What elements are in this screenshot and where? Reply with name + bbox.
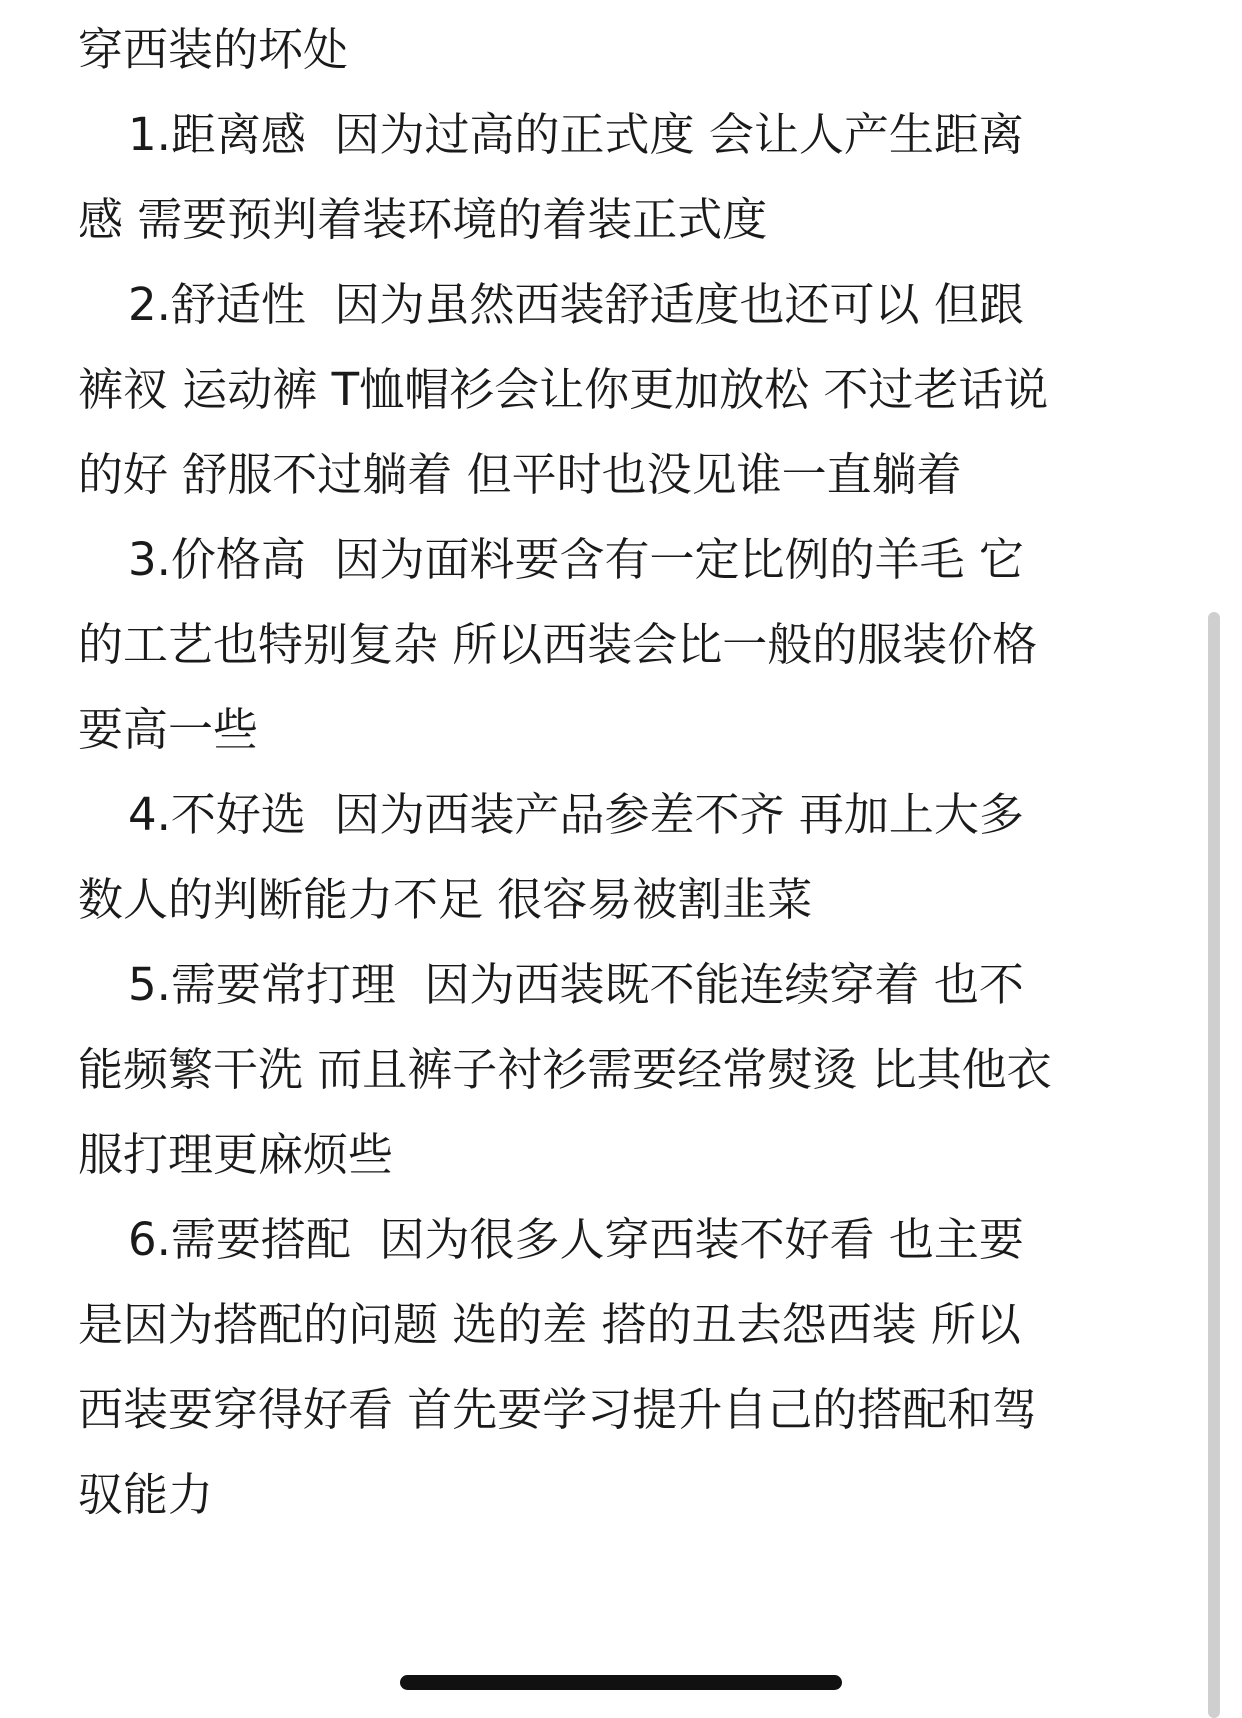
- article-line: 的工艺也特别复杂 所以西装会比一般的服装价格: [78, 618, 1038, 671]
- article-line: 5.需要常打理 因为西装既不能连续穿着 也不: [128, 958, 1024, 1011]
- article-title: 穿西装的坏处: [78, 23, 349, 76]
- home-indicator[interactable]: [400, 1675, 842, 1690]
- article-line: 3.价格高 因为面料要含有一定比例的羊毛 它: [128, 533, 1024, 586]
- article-line: 裤衩 运动裤 T恤帽衫会让你更加放松 不过老话说: [78, 363, 1049, 416]
- article-line: 西装要穿得好看 首先要学习提升自己的搭配和驾: [78, 1383, 1038, 1436]
- article-line: 是因为搭配的问题 选的差 搭的丑去怨西装 所以: [78, 1298, 1021, 1351]
- article-line: 能频繁干洗 而且裤子衬衫需要经常熨烫 比其他衣: [78, 1043, 1052, 1096]
- article-line: 的好 舒服不过躺着 但平时也没见谁一直躺着: [78, 448, 962, 501]
- article-line: 数人的判断能力不足 很容易被割韭菜: [78, 873, 813, 926]
- article-line: 服打理更麻烦些: [78, 1128, 394, 1181]
- article-line: 驭能力: [78, 1468, 214, 1521]
- vertical-scrollbar[interactable]: [1208, 612, 1220, 1718]
- article-line: 1.距离感 因为过高的正式度 会让人产生距离: [128, 108, 1024, 161]
- article-line: 4.不好选 因为西装产品参差不齐 再加上大多: [128, 788, 1024, 841]
- article-line: 6.需要搭配 因为很多人穿西装不好看 也主要: [128, 1213, 1024, 1266]
- article-line: 要高一些: [78, 703, 259, 756]
- article-line: 2.舒适性 因为虽然西装舒适度也还可以 但跟: [128, 278, 1024, 331]
- article-line: 感 需要预判着装环境的着装正式度: [78, 193, 768, 246]
